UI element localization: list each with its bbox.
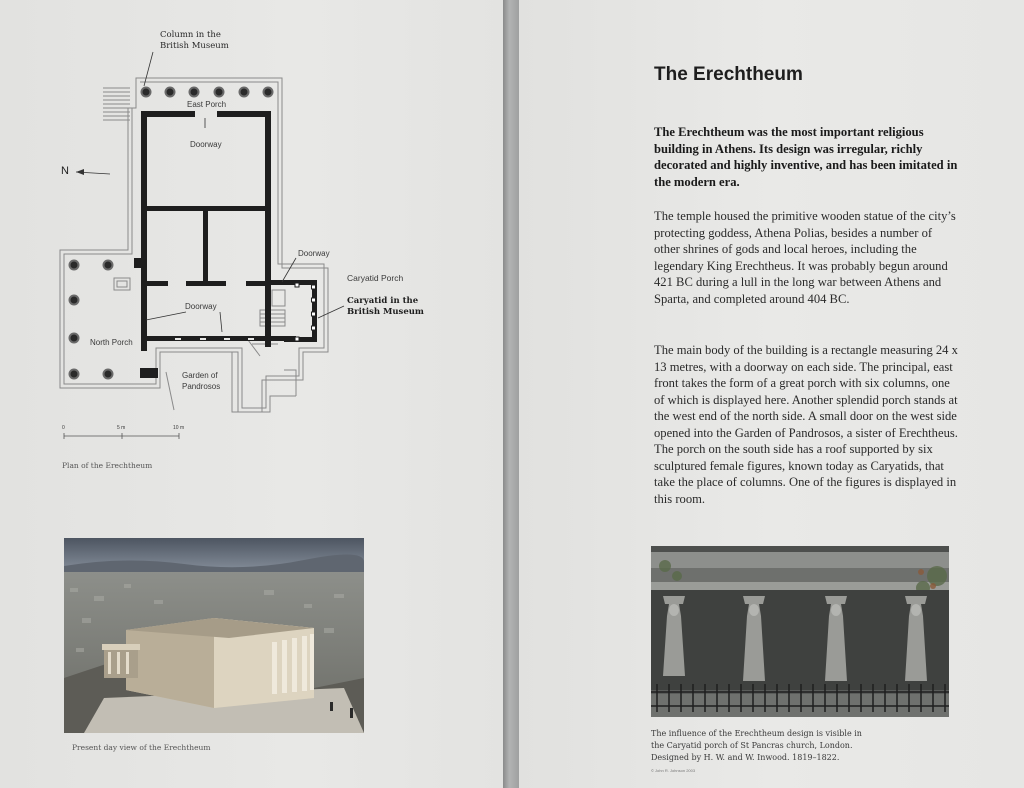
label-caryatid-porch: Caryatid Porch — [347, 273, 404, 283]
article-paragraph-2: The main body of the building is a rectangle measuring 24 x 13 metres, with a doorway on each side. The principal, east front takes the form of a great porch with six columns, one of which is displayed here. Another splendid porch stands at the west end of the north side. A small door on the west side opened into the Garden of Pandrosos, a sister of Erechtheus. The porch on the south side has a roof supported by six sculptured female figures, known today as Caryatids, that take the place of columns. One of the figures is displayed in this room. — [654, 343, 958, 506]
label-north-porch: North Porch — [90, 338, 133, 347]
label-column-british-museum-2: British Museum — [160, 41, 229, 51]
label-garden-2: Pandrosos — [182, 382, 221, 391]
photo-right-caption-3: Designed by H. W. and W. Inwood. 1819–1822. — [651, 753, 840, 762]
article-intro: The Erechtheum was the most important religious building in Athens. Its design was irregular, richly decorated and highly inventive, and has been imitated in the modern era. — [654, 125, 958, 189]
caryatid-porch-photo — [651, 546, 949, 717]
scale-tick-0: 0 — [62, 425, 65, 431]
copyright-credit: © John R. Johnson 2003 — [651, 768, 696, 773]
label-doorway-east: Doorway — [190, 140, 222, 149]
label-column-british-museum-1: Column in the — [160, 30, 221, 40]
label-garden-1: Garden of — [182, 371, 218, 380]
floor-plan — [0, 0, 503, 480]
photo-right-caption-1: The influence of the Erechtheum design is visible in — [651, 729, 862, 738]
label-doorway-south: Doorway — [298, 249, 330, 258]
scale-tick-5: 5 m — [117, 425, 126, 431]
scale-tick-10: 10 m — [173, 425, 185, 431]
label-east-porch: East Porch — [187, 100, 227, 109]
article-paragraph-1: The temple housed the primitive wooden statue of the city’s protecting goddess, Athena Polias, besides a number of other shrines of gods and local heroes, including the legendary King Erechtheus. It was probably begun around 421 BC during a lull in the long war between Athens and Sparta, and completed around 404 BC. — [654, 209, 956, 306]
erechtheum-photo — [64, 538, 364, 733]
label-doorway-north: Doorway — [185, 302, 217, 311]
label-caryatid-british-museum-1: Caryatid in the — [347, 296, 419, 306]
plan-caption: Plan of the Erechtheum — [62, 461, 153, 470]
photo-right-caption-2: the Caryatid porch of St Pancras church, London. — [651, 741, 853, 750]
label-caryatid-british-museum-2: British Museum — [347, 307, 424, 317]
photo-left-caption: Present day view of the Erechtheum — [72, 743, 211, 752]
article-title: The Erechtheum — [654, 64, 803, 85]
north-arrow-label: N — [61, 165, 69, 177]
panel-gap — [503, 0, 519, 788]
